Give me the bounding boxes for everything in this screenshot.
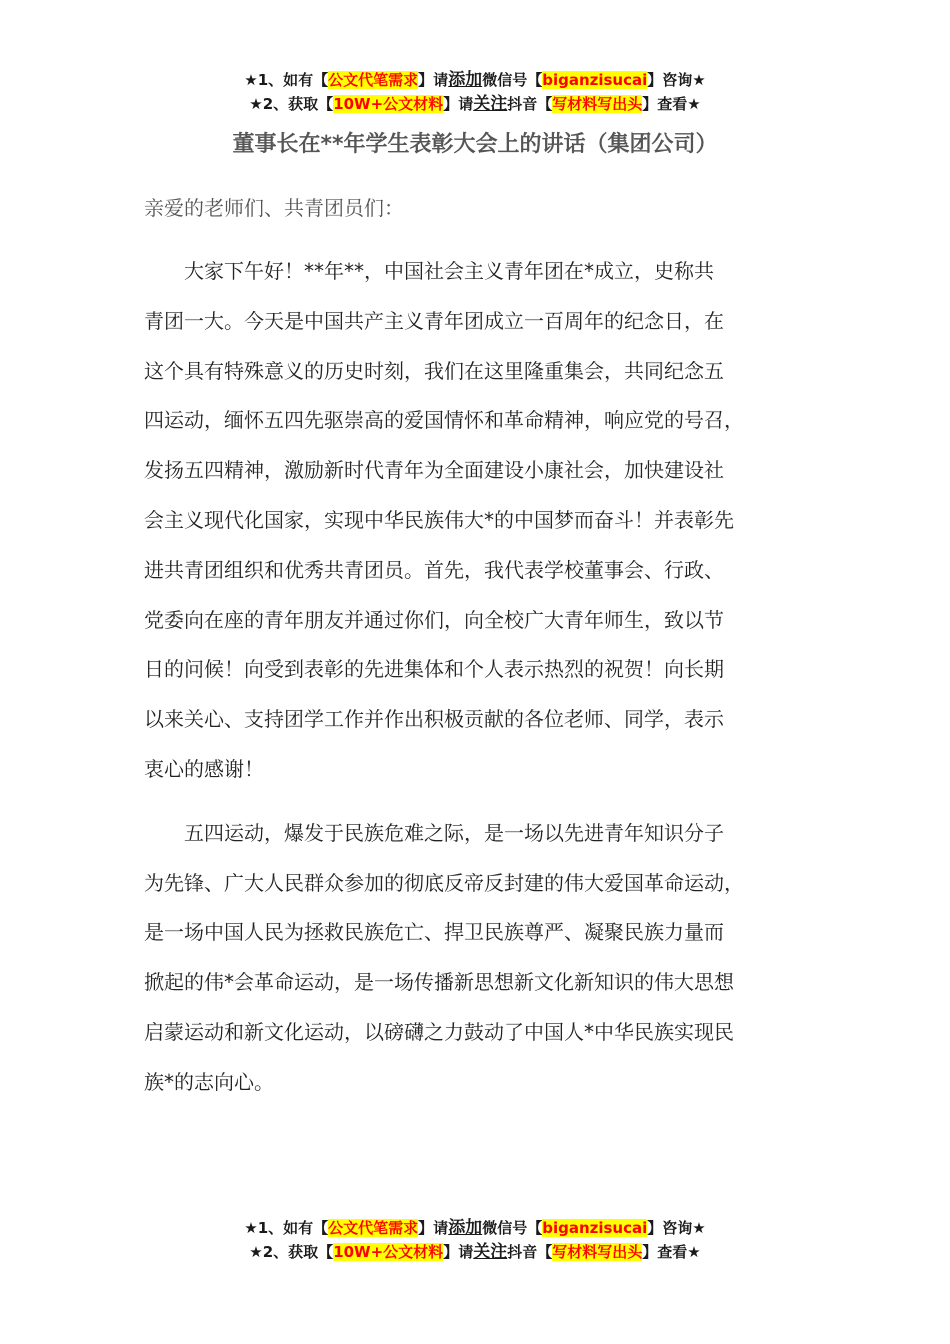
text-line: 四运动，缅怀五四先驱崇高的爱国情怀和革命精神，响应党的号召， <box>144 408 744 433</box>
text-line: 这个具有特殊意义的历史时刻，我们在这里隆重集会，共同纪念五 <box>144 358 724 383</box>
highlight-service: 公文代笔需求 <box>328 71 419 89</box>
paragraph-1 <box>144 252 806 800</box>
text-line: 青团一大。今天是中国共产主义青年团成立一百周年的纪念日，在 <box>144 308 724 333</box>
banner-line-1: ★1、如有【公文代笔需求】请添加微信号【biganzisucai】咨询★ <box>244 70 706 90</box>
text-line: 日的问候！向受到表彰的先进集体和个人表示热烈的祝贺！向长期 <box>144 657 724 682</box>
highlight-wechat-id: biganzisucai <box>542 71 648 89</box>
highlight-materials: 10W+公文材料 <box>333 1243 444 1261</box>
text-line: 族*的志向心。 <box>144 1069 274 1094</box>
paragraph-2 <box>144 814 806 1113</box>
text-line: 为先锋、广大人民群众参加的彻底反帝反封建的伟大爱国革命运动， <box>144 870 744 895</box>
text-line: 发扬五四精神，激励新时代青年为全面建设小康社会，加快建设社 <box>144 458 724 483</box>
document-title: 董事长在**年学生表彰大会上的讲话（集团公司） <box>232 132 718 157</box>
text-line: 以来关心、支持团学工作并作出积极贡献的各位老师、同学，表示 <box>144 707 724 732</box>
highlight-service: 公文代笔需求 <box>328 1219 419 1237</box>
highlight-materials: 10W+公文材料 <box>333 95 444 113</box>
banner-line-1: ★1、如有【公文代笔需求】请添加微信号【biganzisucai】咨询★ <box>244 1218 706 1238</box>
text-line: 进共青团组织和优秀共青团员。首先，我代表学校董事会、行政、 <box>144 557 724 582</box>
text-line: 五四运动，爆发于民族危难之际，是一场以先进青年知识分子 <box>144 820 724 845</box>
highlight-wechat-id: biganzisucai <box>542 1219 648 1237</box>
document-body <box>144 252 806 1127</box>
highlight-douyin: 写材料写出头 <box>552 1243 643 1261</box>
footer-banner <box>0 1216 950 1264</box>
text-line: 启蒙运动和新文化运动，以磅礴之力鼓动了中国人*中华民族实现民 <box>144 1019 734 1044</box>
text-line: 党委向在座的青年朋友并通过你们，向全校广大青年师生，致以节 <box>144 607 724 632</box>
banner-line-2: ★2、获取【10W+公文材料】请关注抖音【写材料写出头】查看★ <box>249 1242 701 1262</box>
header-banner <box>0 68 950 116</box>
greeting: 亲爱的老师们、共青团员们： <box>144 196 404 220</box>
text-line: 衷心的感谢！ <box>144 756 264 781</box>
text-line: 是一场中国人民为拯救民族危亡、捍卫民族尊严、凝聚民族力量而 <box>144 920 724 945</box>
text-line: 掀起的伟*会革命运动，是一场传播新思想新文化新知识的伟大思想 <box>144 970 734 995</box>
banner-line-2: ★2、获取【10W+公文材料】请关注抖音【写材料写出头】查看★ <box>249 94 701 114</box>
text-line: 大家下午好！**年**，中国社会主义青年团在*成立，史称共 <box>144 259 714 283</box>
highlight-douyin: 写材料写出头 <box>552 95 643 113</box>
text-line: 会主义现代化国家，实现中华民族伟大*的中国梦而奋斗！并表彰先 <box>144 507 734 532</box>
